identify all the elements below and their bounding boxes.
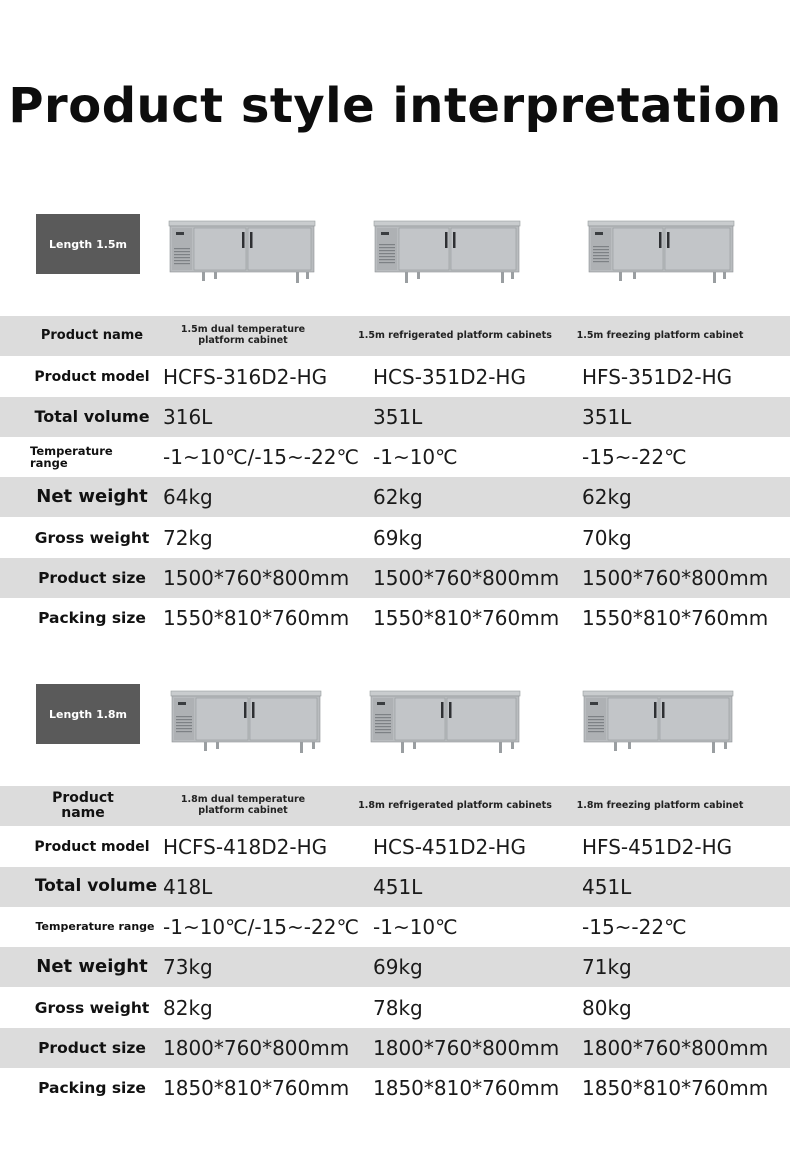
table-cell: 1.8m dual temperature platform cabinet xyxy=(180,794,306,816)
dual-temperature-cabinet-image xyxy=(170,690,322,756)
row-label: Product size xyxy=(38,1038,146,1057)
row-label: Product model xyxy=(34,838,150,855)
table-cell: 69kg xyxy=(373,526,423,550)
row-label: Product size xyxy=(38,568,146,587)
table-row xyxy=(0,518,790,558)
table-cell: -1~10℃/-15~-22℃ xyxy=(163,915,359,939)
table-cell: 1.5m freezing platform cabinet xyxy=(576,329,744,341)
table-cell: 316L xyxy=(163,405,213,429)
table-row xyxy=(0,558,790,598)
table-cell: 1800*760*800mm xyxy=(582,1036,769,1060)
table-cell: HCS-351D2-HG xyxy=(373,365,526,389)
table-cell: 71kg xyxy=(582,955,632,979)
refrigerated-cabinet-image xyxy=(373,220,521,286)
table-cell: -1~10℃/-15~-22℃ xyxy=(163,445,359,469)
table-cell: -15~-22℃ xyxy=(582,915,687,939)
table-cell: -1~10℃ xyxy=(373,445,458,469)
table-cell: 451L xyxy=(582,875,632,899)
table-cell: 1800*760*800mm xyxy=(373,1036,560,1060)
row-label: Product name xyxy=(52,790,114,821)
table-cell: 1.8m refrigerated platform cabinets xyxy=(358,799,552,811)
table-cell: 1.5m refrigerated platform cabinets xyxy=(358,329,552,341)
table-row xyxy=(0,1068,790,1108)
table-cell: HFS-451D2-HG xyxy=(582,835,733,859)
table-cell: 1550*810*760mm xyxy=(582,606,769,630)
table-row xyxy=(0,437,790,477)
table-cell: 351L xyxy=(373,405,423,429)
row-label: Temperature range xyxy=(30,443,113,470)
freezing-cabinet-image xyxy=(582,690,734,756)
table-row xyxy=(0,316,790,356)
dual-temperature-cabinet-image xyxy=(168,220,316,286)
table-cell: 72kg xyxy=(163,526,213,550)
row-label: Product name xyxy=(40,328,144,344)
row-label: Net weight xyxy=(36,955,148,977)
table-cell: 1800*760*800mm xyxy=(163,1036,350,1060)
row-label: Total volume xyxy=(34,876,158,897)
table-row xyxy=(0,477,790,517)
table-cell: 1500*760*800mm xyxy=(582,566,769,590)
table-cell: 80kg xyxy=(582,996,632,1020)
table-cell: 418L xyxy=(163,875,213,899)
table-cell: 1.5m dual temperature platform cabinet xyxy=(180,324,306,346)
row-label: Temperature range xyxy=(35,920,155,934)
table-cell: -1~10℃ xyxy=(373,915,458,939)
table-cell: 82kg xyxy=(163,996,213,1020)
table-cell: 69kg xyxy=(373,955,423,979)
table-cell: 73kg xyxy=(163,955,213,979)
row-label: Product model xyxy=(34,368,150,385)
page-title: Product style interpretation xyxy=(8,78,782,134)
table-cell: 70kg xyxy=(582,526,632,550)
table-cell: 1850*810*760mm xyxy=(163,1076,350,1100)
row-label: Gross weight xyxy=(34,998,150,1017)
table-row xyxy=(0,867,790,907)
table-cell: 78kg xyxy=(373,996,423,1020)
table-cell: 64kg xyxy=(163,485,213,509)
table-cell: HCFS-316D2-HG xyxy=(163,365,328,389)
table-cell: 1.8m freezing platform cabinet xyxy=(576,799,744,811)
table-row xyxy=(0,1028,790,1068)
row-label: Gross weight xyxy=(34,528,150,547)
length-badge: Length 1.5m xyxy=(36,214,140,274)
freezing-cabinet-image xyxy=(587,220,735,286)
row-label: Net weight xyxy=(36,485,148,507)
table-cell: 1500*760*800mm xyxy=(163,566,350,590)
table-cell: 1550*810*760mm xyxy=(163,606,350,630)
refrigerated-cabinet-image xyxy=(369,690,521,756)
table-cell: HCFS-418D2-HG xyxy=(163,835,328,859)
row-label: Packing size xyxy=(38,608,146,627)
table-row xyxy=(0,947,790,987)
length-badge: Length 1.8m xyxy=(36,684,140,744)
table-cell: 1850*810*760mm xyxy=(373,1076,560,1100)
table-cell: HCS-451D2-HG xyxy=(373,835,526,859)
table-cell: 62kg xyxy=(582,485,632,509)
table-cell: 1850*810*760mm xyxy=(582,1076,769,1100)
table-row xyxy=(0,988,790,1028)
table-row xyxy=(0,786,790,826)
row-label: Total volume xyxy=(34,406,150,426)
table-cell: HFS-351D2-HG xyxy=(582,365,733,389)
row-label: Packing size xyxy=(38,1078,146,1097)
table-row xyxy=(0,357,790,397)
table-cell: -15~-22℃ xyxy=(582,445,687,469)
table-cell: 451L xyxy=(373,875,423,899)
table-cell: 1500*760*800mm xyxy=(373,566,560,590)
table-cell: 62kg xyxy=(373,485,423,509)
table-row xyxy=(0,598,790,638)
table-cell: 1550*810*760mm xyxy=(373,606,560,630)
table-cell: 351L xyxy=(582,405,632,429)
table-row xyxy=(0,397,790,437)
table-row xyxy=(0,827,790,867)
table-row xyxy=(0,907,790,947)
